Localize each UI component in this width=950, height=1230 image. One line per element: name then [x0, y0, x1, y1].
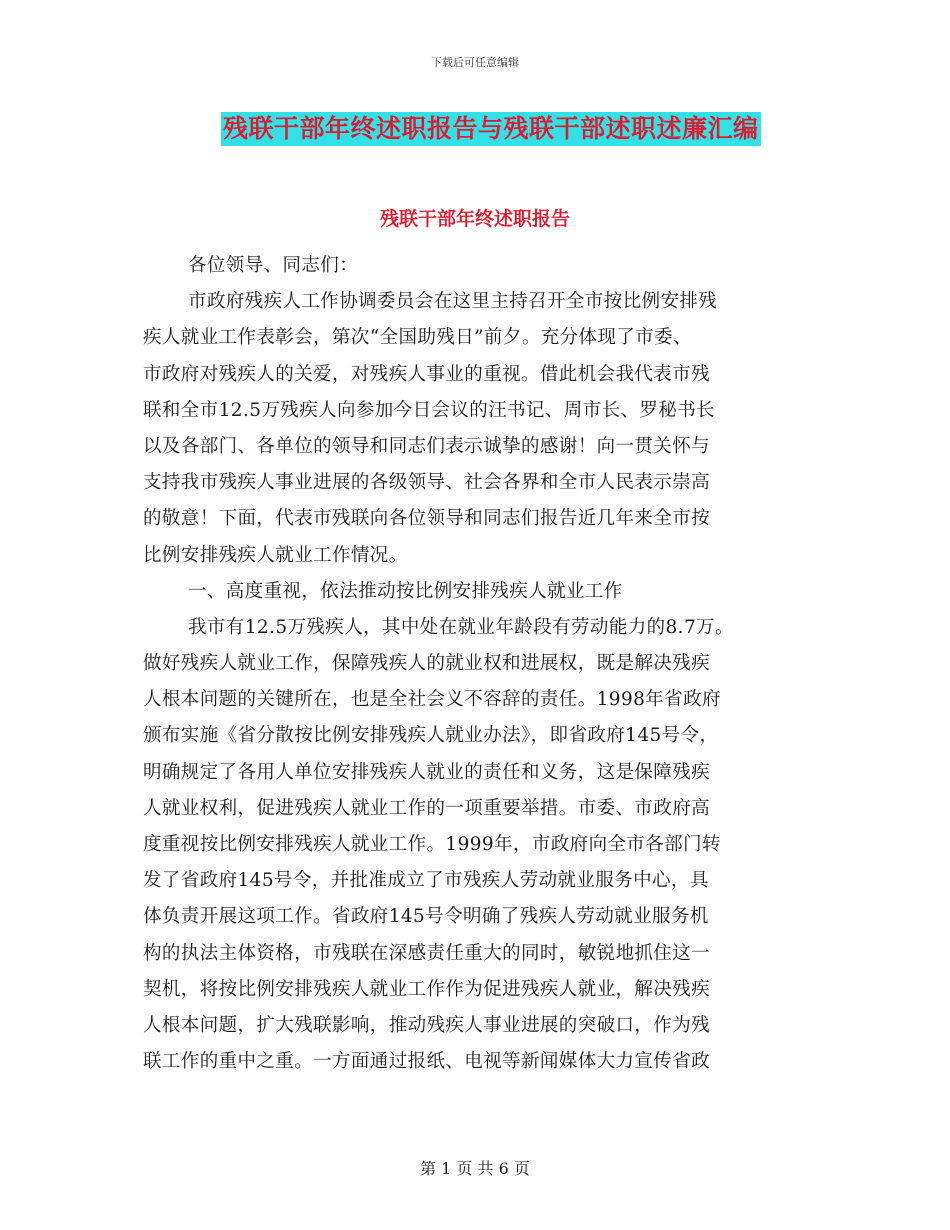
text-line: 各位领导、同志们：	[188, 255, 359, 276]
text-line: 契机，将按比例安排残疾人就业工作作为促进残疾人就业，解决残疾	[143, 978, 711, 1000]
text-line: 疾人就业工作表彰会，第次“全国助残日”前夕。充分体现了市委、	[143, 327, 692, 349]
text-line: 比例安排残疾人就业工作情况。	[143, 544, 408, 566]
text-line: 以及各部门、各单位的领导和同志们表示诚挚的感谢！向一贯关怀与	[143, 435, 711, 457]
text-line: 联和全市12.5万残疾人向参加今日会议的汪书记、周市长、罗秘书长	[143, 399, 715, 421]
text-line: 度重视按比例安排残疾人就业工作。1999年，市政府向全市各部门转	[143, 834, 721, 855]
document-title: 残联干部年终述职报告与残联干部述职述廉汇编	[221, 112, 761, 146]
header-note: 下载后可任意编辑	[431, 56, 519, 69]
text-line: 支持我市残疾人事业进展的各级领导、社会各界和全市人民表示崇高	[143, 472, 711, 494]
text-line: 一、高度重视，依法推动按比例安排残疾人就业工作	[188, 580, 623, 602]
text-line: 的敬意！下面，代表市残联向各位领导和同志们报告近几年来全市按	[143, 508, 711, 530]
text-line: 构的执法主体资格，市残联在深感责任重大的同时，敏锐地抓住这一	[143, 942, 711, 964]
text-line: 人根本问题，扩大残联影响，推动残疾人事业进展的突破口，作为残	[143, 1014, 711, 1036]
text-line: 市政府残疾人工作协调委员会在这里主持召开全市按比例安排残	[188, 291, 718, 313]
document-body	[143, 248, 823, 1080]
text-line: 我市有12.5万残疾人，其中处在就业年龄段有劳动能力的8.7万。	[188, 616, 734, 638]
text-line: 体负责开展这项工作。省政府145号令明确了残疾人劳动就业服务机	[143, 906, 709, 928]
section-title: 残联干部年终述职报告	[379, 208, 570, 230]
text-line: 联工作的重中之重。一方面通过报纸、电视等新闻媒体大力宣传省政	[143, 1051, 711, 1073]
text-line: 明确规定了各用人单位安排残疾人就业的责任和义务，这是保障残疾	[143, 761, 711, 783]
text-line: 市政府对残疾人的关爱，对残疾人事业的重视。借此机会我代表市残	[143, 363, 711, 385]
text-line: 人就业权利，促进残疾人就业工作的一项重要举措。市委、市政府高	[143, 797, 711, 819]
text-line: 人根本问题的关键所在，也是全社会义不容辞的责任。1998年省政府	[143, 689, 721, 711]
text-line: 发了省政府145号令，并批准成立了市残疾人劳动就业服务中心，具	[143, 870, 709, 892]
text-line: 颁布实施《省分散按比例安排残疾人就业办法》，即省政府145号令，	[143, 725, 719, 747]
page-number: 第 1 页 共 6 页	[420, 1159, 530, 1178]
text-line: 做好残疾人就业工作，保障残疾人的就业权和进展权，既是解决残疾	[143, 653, 711, 675]
